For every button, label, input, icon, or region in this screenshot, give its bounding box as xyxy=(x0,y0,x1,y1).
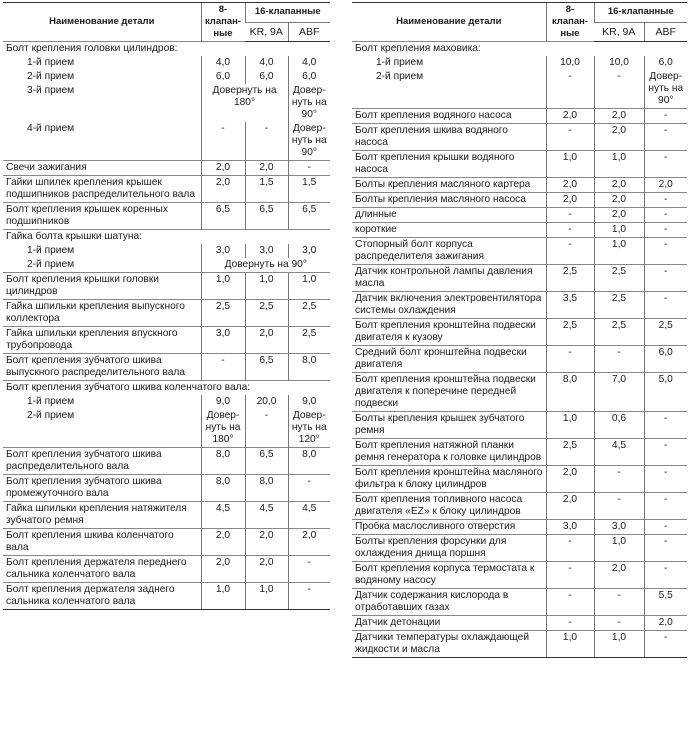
table-row xyxy=(3,395,330,409)
part-name-cell: Гайка болта крышки шатуна: xyxy=(3,230,330,245)
torque-value-cell: 2,0 xyxy=(644,616,687,631)
torque-value-cell: 2,0 xyxy=(245,529,288,556)
part-name-cell: Датчик контрольной лампы давления масла xyxy=(352,265,546,292)
torque-value-cell: - xyxy=(245,409,288,448)
table-row xyxy=(3,502,330,529)
part-name-cell: Болт крепления водяного насоса xyxy=(352,109,546,124)
torque-value-cell: - xyxy=(546,223,594,238)
part-name-cell: Болт крепления маховика: xyxy=(352,42,687,57)
torque-value-cell: Довер-нуть на 90° xyxy=(288,84,330,122)
part-name-cell: Болт крепления топливного насоса двигателя «EZ» к блоку цилиндров xyxy=(352,493,546,520)
torque-value-cell: 2,0 xyxy=(644,178,687,193)
torque-value-cell: 1,0 xyxy=(245,583,288,610)
part-name-cell: Пробка маслосливного отверстия xyxy=(352,520,546,535)
table-row xyxy=(352,292,687,319)
torque-value-cell: - xyxy=(201,122,245,161)
header-16-valve: 16-клапанные xyxy=(594,3,687,23)
torque-value-cell: - xyxy=(644,109,687,124)
part-name-cell: Болт крепления натяжной планки ремня генератора к головке цилиндров xyxy=(352,439,546,466)
part-name-cell: 2-й прием xyxy=(27,259,75,270)
torque-value-cell: 2,0 xyxy=(594,178,644,193)
part-name-cell: 2-й прием xyxy=(376,71,424,82)
torque-value-cell: 2,5 xyxy=(288,327,330,354)
part-name-cell: Болт крепления крышки водяного насоса xyxy=(352,151,546,178)
torque-value-cell: - xyxy=(644,520,687,535)
torque-value-cell: - xyxy=(644,466,687,493)
part-name-cell: длинные xyxy=(352,208,546,223)
table-row xyxy=(352,373,687,412)
torque-value-cell: - xyxy=(594,70,644,109)
part-name-cell: Датчик содержания кислорода в отработавших газах xyxy=(352,589,546,616)
torque-value-cell: - xyxy=(644,238,687,265)
part-name-cell: Болты крепления форсунки для охлаждения днища поршня xyxy=(352,535,546,562)
table-row xyxy=(3,556,330,583)
header-abf: ABF xyxy=(644,22,687,42)
header-8-valve: 8-клапан-ные xyxy=(201,3,245,42)
torque-value-cell: 8,0 xyxy=(201,475,245,502)
torque-value-cell: 2,0 xyxy=(546,466,594,493)
torque-value-cell: 2,0 xyxy=(201,161,245,176)
torque-value-cell: - xyxy=(644,124,687,151)
header-part-name: Наименование детали xyxy=(3,3,201,42)
torque-value-cell: 2,0 xyxy=(201,556,245,583)
torque-value-cell: 3,0 xyxy=(245,244,288,258)
torque-value-cell: 2,5 xyxy=(201,300,245,327)
part-name-cell: 1-й прием xyxy=(376,57,424,68)
torque-value-cell: Довернуть на 180° xyxy=(201,84,288,122)
table-row xyxy=(352,70,687,109)
header-16-valve: 16-клапанные xyxy=(245,3,330,23)
header-kr-9a: KR, 9A xyxy=(594,22,644,42)
torque-value-cell: 4,5 xyxy=(201,502,245,529)
table-row xyxy=(352,631,687,658)
torque-value-cell: 3,0 xyxy=(201,244,245,258)
table-row xyxy=(352,151,687,178)
table-row xyxy=(3,70,330,84)
table-row xyxy=(3,161,330,176)
torque-value-cell: 1,0 xyxy=(594,631,644,658)
table-row xyxy=(352,439,687,466)
part-name-cell: Болт крепления головки цилиндров: xyxy=(3,42,330,57)
torque-value-cell: 10,0 xyxy=(594,56,644,70)
torque-value-cell: 2,5 xyxy=(245,300,288,327)
table-row xyxy=(352,562,687,589)
part-name-cell: 1-й прием xyxy=(27,396,75,407)
torque-value-cell: 6,0 xyxy=(245,70,288,84)
torque-value-cell: 1,0 xyxy=(288,273,330,300)
part-name-cell: Средний болт кронштейна подвески двигателя xyxy=(352,346,546,373)
table-row xyxy=(352,238,687,265)
table-row xyxy=(3,258,330,273)
torque-value-cell: 2,0 xyxy=(594,193,644,208)
torque-value-cell: 4,0 xyxy=(201,56,245,70)
part-name-cell: Свечи зажигания xyxy=(3,161,201,176)
torque-value-cell: 1,0 xyxy=(594,151,644,178)
torque-value-cell: 4,5 xyxy=(245,502,288,529)
torque-value-cell: 3,0 xyxy=(546,520,594,535)
torque-table-right xyxy=(352,2,687,658)
table-row xyxy=(352,493,687,520)
table-row xyxy=(3,381,330,396)
table-row xyxy=(3,409,330,448)
table-row xyxy=(3,176,330,203)
torque-value-cell: 1,5 xyxy=(245,176,288,203)
torque-value-cell: 2,0 xyxy=(546,493,594,520)
torque-value-cell: 2,0 xyxy=(201,176,245,203)
part-name-cell: Гайка шпильки крепления впускного трубопровода xyxy=(3,327,201,354)
header-part-name: Наименование детали xyxy=(352,3,546,42)
torque-value-cell: 9,0 xyxy=(201,395,245,409)
torque-value-cell: 2,0 xyxy=(594,562,644,589)
torque-value-cell: 2,0 xyxy=(546,193,594,208)
torque-value-cell: - xyxy=(644,151,687,178)
torque-value-cell: Довернуть на 90° xyxy=(201,258,330,273)
torque-value-cell: 3,0 xyxy=(288,244,330,258)
torque-value-cell: 1,0 xyxy=(546,412,594,439)
part-name-cell: Болт крепления кронштейна подвески двигателя к кузову xyxy=(352,319,546,346)
torque-value-cell: 4,0 xyxy=(245,56,288,70)
torque-value-cell: - xyxy=(644,535,687,562)
table-row xyxy=(352,319,687,346)
torque-value-cell: - xyxy=(644,439,687,466)
torque-value-cell: 1,0 xyxy=(201,583,245,610)
header-kr-9a: KR, 9A xyxy=(245,22,288,42)
torque-value-cell: 6,5 xyxy=(245,354,288,381)
torque-value-cell: - xyxy=(644,562,687,589)
torque-value-cell: - xyxy=(594,589,644,616)
torque-value-cell: - xyxy=(201,354,245,381)
torque-value-cell: - xyxy=(546,589,594,616)
torque-value-cell: 8,0 xyxy=(245,475,288,502)
table-row xyxy=(352,109,687,124)
torque-value-cell: Довер-нуть на 180° xyxy=(201,409,245,448)
torque-value-cell: - xyxy=(546,535,594,562)
header-8-valve: 8-клапан-ные xyxy=(546,3,594,42)
torque-value-cell: - xyxy=(594,616,644,631)
torque-value-cell: 8,0 xyxy=(288,354,330,381)
torque-value-cell: Довер-нуть на 120° xyxy=(288,409,330,448)
table-row xyxy=(3,244,330,258)
torque-value-cell: 2,0 xyxy=(201,529,245,556)
torque-value-cell: 7,0 xyxy=(594,373,644,412)
table-row xyxy=(352,178,687,193)
table-row xyxy=(3,529,330,556)
torque-value-cell: 1,0 xyxy=(594,535,644,562)
torque-value-cell: - xyxy=(245,122,288,161)
torque-value-cell: - xyxy=(546,208,594,223)
torque-value-cell: 4,0 xyxy=(288,56,330,70)
torque-value-cell: 6,0 xyxy=(288,70,330,84)
torque-value-cell: - xyxy=(546,616,594,631)
torque-value-cell: Довер-нуть на 90° xyxy=(644,70,687,109)
torque-value-cell: - xyxy=(644,265,687,292)
torque-value-cell: 10,0 xyxy=(546,56,594,70)
torque-value-cell: - xyxy=(546,238,594,265)
torque-value-cell: 4,5 xyxy=(288,502,330,529)
torque-value-cell: 2,5 xyxy=(546,265,594,292)
table-row xyxy=(352,589,687,616)
torque-value-cell: 1,0 xyxy=(594,223,644,238)
part-name-cell: Датчик включения электровентилятора системы охлаждения xyxy=(352,292,546,319)
part-name-cell: Стопорный болт корпуса распределителя зажигания xyxy=(352,238,546,265)
table-row xyxy=(352,346,687,373)
torque-value-cell: 1,0 xyxy=(245,273,288,300)
part-name-cell: Болт крепления корпуса термостата к водяному насосу xyxy=(352,562,546,589)
part-name-cell: 1-й прием xyxy=(27,57,75,68)
torque-value-cell: 3,0 xyxy=(594,520,644,535)
torque-value-cell: 2,5 xyxy=(594,265,644,292)
part-name-cell: Датчик детонации xyxy=(352,616,546,631)
torque-value-cell: - xyxy=(644,193,687,208)
torque-value-cell: - xyxy=(644,292,687,319)
torque-value-cell: - xyxy=(546,346,594,373)
torque-value-cell: - xyxy=(644,412,687,439)
part-name-cell: Болт крепления шкива водяного насоса xyxy=(352,124,546,151)
torque-value-cell: 2,0 xyxy=(245,556,288,583)
table-row xyxy=(352,124,687,151)
part-name-cell: Болт крепления зубчатого шкива промежуточного вала xyxy=(3,475,201,502)
part-name-cell: Гайки шпилек крепления крышек подшипников распределительного вала xyxy=(3,176,201,203)
torque-value-cell: 5,0 xyxy=(644,373,687,412)
part-name-cell: Болт крепления кронштейна масляного фильтра к блоку цилиндров xyxy=(352,466,546,493)
part-name-cell: 4-й прием xyxy=(27,123,75,134)
part-name-cell: Болт крепления шкива коленчатого вала xyxy=(3,529,201,556)
torque-value-cell: 6,5 xyxy=(201,203,245,230)
table-row xyxy=(3,56,330,70)
torque-value-cell: 2,0 xyxy=(594,124,644,151)
torque-value-cell: 2,5 xyxy=(594,292,644,319)
torque-value-cell: 2,5 xyxy=(546,319,594,346)
part-name-cell: 2-й прием xyxy=(27,410,75,421)
part-name-cell: Болт крепления крышки головки цилиндров xyxy=(3,273,201,300)
part-name-cell: короткие xyxy=(352,223,546,238)
torque-value-cell: - xyxy=(288,475,330,502)
part-name-cell: Гайка шпильки крепления натяжителя зубчатого ремня xyxy=(3,502,201,529)
part-name-cell: Болт крепления держателя переднего сальника коленчатого вала xyxy=(3,556,201,583)
torque-value-cell: 2,5 xyxy=(644,319,687,346)
torque-value-cell: 2,0 xyxy=(245,327,288,354)
part-name-cell: Болт крепления крышек коренных подшипников xyxy=(3,203,201,230)
part-name-cell: Болты крепления масляного насоса xyxy=(352,193,546,208)
torque-value-cell: 9,0 xyxy=(288,395,330,409)
table-row xyxy=(3,583,330,610)
torque-value-cell: Довер-нуть на 90° xyxy=(288,122,330,161)
torque-value-cell: 6,0 xyxy=(201,70,245,84)
torque-value-cell: 5,5 xyxy=(644,589,687,616)
torque-value-cell: 2,0 xyxy=(546,178,594,193)
torque-value-cell: 3,0 xyxy=(201,327,245,354)
part-name-cell: Болт крепления зубчатого шкива выпускного распределительного вала xyxy=(3,354,201,381)
torque-value-cell: 6,5 xyxy=(288,203,330,230)
table-row xyxy=(352,193,687,208)
torque-value-cell: - xyxy=(288,583,330,610)
torque-value-cell: 2,0 xyxy=(245,161,288,176)
table-row xyxy=(3,203,330,230)
part-name-cell: Болт крепления держателя заднего сальника коленчатого вала xyxy=(3,583,201,610)
torque-value-cell: 2,5 xyxy=(546,439,594,466)
table-row xyxy=(3,327,330,354)
torque-value-cell: - xyxy=(546,70,594,109)
torque-value-cell: 2,0 xyxy=(594,208,644,223)
torque-value-cell: - xyxy=(546,562,594,589)
table-row xyxy=(352,616,687,631)
torque-value-cell: 1,0 xyxy=(546,631,594,658)
table-row xyxy=(3,230,330,245)
part-name-cell: Болт крепления кронштейна подвески двигателя к поперечине передней подвески xyxy=(352,373,546,412)
torque-value-cell: 2,0 xyxy=(288,529,330,556)
table-row xyxy=(352,265,687,292)
table-row xyxy=(352,56,687,70)
torque-value-cell: 6,0 xyxy=(644,56,687,70)
torque-value-cell: - xyxy=(288,556,330,583)
table-row xyxy=(352,223,687,238)
table-row xyxy=(352,466,687,493)
table-row xyxy=(3,84,330,122)
torque-value-cell: 1,5 xyxy=(288,176,330,203)
table-row xyxy=(3,448,330,475)
torque-value-cell: 6,5 xyxy=(245,448,288,475)
table-row xyxy=(3,42,330,57)
torque-value-cell: - xyxy=(644,208,687,223)
torque-value-cell: 1,0 xyxy=(201,273,245,300)
torque-value-cell: - xyxy=(594,493,644,520)
part-name-cell: Болт крепления зубчатого шкива распределительного вала xyxy=(3,448,201,475)
table-row xyxy=(3,475,330,502)
torque-value-cell: 2,0 xyxy=(546,109,594,124)
torque-value-cell: 4,5 xyxy=(594,439,644,466)
table-row xyxy=(3,122,330,161)
part-name-cell: Болты крепления крышек зубчатого ремня xyxy=(352,412,546,439)
torque-value-cell: - xyxy=(644,493,687,520)
torque-value-cell: - xyxy=(546,124,594,151)
part-name-cell: 2-й прием xyxy=(27,71,75,82)
torque-value-cell: - xyxy=(594,346,644,373)
table-row xyxy=(352,520,687,535)
torque-value-cell: 6,0 xyxy=(644,346,687,373)
torque-value-cell: 1,0 xyxy=(546,151,594,178)
table-row xyxy=(352,42,687,57)
torque-value-cell: 0,6 xyxy=(594,412,644,439)
table-row xyxy=(3,273,330,300)
torque-value-cell: 2,0 xyxy=(594,109,644,124)
table-row xyxy=(352,535,687,562)
table-row xyxy=(352,208,687,223)
part-name-cell: Болт крепления зубчатого шкива коленчатого вала: xyxy=(3,381,330,396)
part-name-cell: Датчики температуры охлаждающей жидкости и масла xyxy=(352,631,546,658)
torque-value-cell: - xyxy=(288,161,330,176)
torque-value-cell: - xyxy=(644,631,687,658)
table-row xyxy=(3,354,330,381)
torque-value-cell: - xyxy=(594,466,644,493)
torque-value-cell: - xyxy=(644,223,687,238)
torque-value-cell: 20,0 xyxy=(245,395,288,409)
table-row xyxy=(352,412,687,439)
torque-value-cell: 8,0 xyxy=(546,373,594,412)
part-name-cell: Болты крепления масляного картера xyxy=(352,178,546,193)
table-row xyxy=(3,300,330,327)
torque-table-left xyxy=(3,2,330,610)
torque-value-cell: 2,5 xyxy=(288,300,330,327)
torque-value-cell: 1,0 xyxy=(594,238,644,265)
part-name-cell: Гайка шпильки крепления выпускного коллектора xyxy=(3,300,201,327)
header-abf: ABF xyxy=(288,22,330,42)
torque-value-cell: 8,0 xyxy=(201,448,245,475)
torque-value-cell: 2,5 xyxy=(594,319,644,346)
torque-value-cell: 6,5 xyxy=(245,203,288,230)
part-name-cell: 1-й прием xyxy=(27,245,75,256)
torque-value-cell: 3,5 xyxy=(546,292,594,319)
torque-value-cell: 8,0 xyxy=(288,448,330,475)
part-name-cell: 3-й прием xyxy=(27,85,75,96)
